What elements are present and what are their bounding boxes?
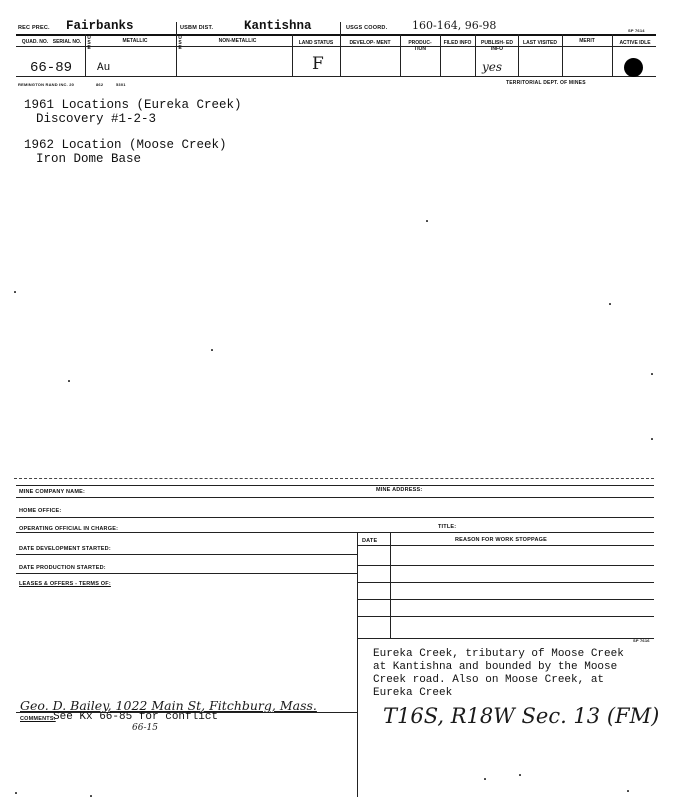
col-filed-info: FILED INFO — [443, 40, 472, 46]
stoppage-row-rule — [357, 638, 654, 639]
usbm-dist-value: Kantishna — [244, 19, 312, 33]
mine-company-name-label: MINE COMPANY NAME: — [19, 489, 86, 495]
col-divider — [340, 34, 341, 76]
rule-date-dev — [16, 554, 357, 555]
rec-prec-value: Fairbanks — [66, 19, 134, 33]
operating-official-label: OPERATING OFFICIAL IN CHARGE: — [19, 526, 119, 532]
comments-value: See Kx 66-85 for conflict — [53, 711, 219, 723]
location-line-discovery: Discovery #1-2-3 — [36, 112, 157, 126]
owner-handwritten: Geo. D. Bailey, 1022 Main St, Fitchburg, Mass. — [20, 698, 317, 713]
usgs-coord-value: 160-164, 96-98 — [412, 19, 497, 32]
speck — [627, 790, 629, 792]
active-status-dot — [624, 58, 643, 77]
col-serial-no: SERIAL NO. — [52, 39, 82, 45]
description-line-4: Eureka Creek — [373, 687, 453, 699]
header-divider — [176, 22, 177, 34]
speck — [519, 774, 521, 776]
printer-credit: REMINGTON RAND INC. 20 — [18, 82, 75, 87]
stoppage-reason-header: REASON FOR WORK STOPPAGE — [455, 537, 547, 543]
speck — [484, 778, 486, 780]
stoppage-row-rule — [357, 599, 654, 600]
stoppage-left-border — [357, 533, 358, 797]
print-code-2: 5301 — [116, 82, 126, 87]
record-metallic: Au — [97, 62, 111, 74]
col-production: PRODUC- TION — [408, 40, 432, 52]
col-divider — [292, 34, 293, 76]
speck — [90, 795, 92, 797]
form-number: SP 7614 — [628, 28, 645, 33]
rule-date-prod — [16, 573, 357, 574]
speck — [14, 291, 16, 293]
stoppage-row-rule — [357, 545, 654, 546]
speck — [68, 380, 70, 382]
description-line-3: Creek road. Also on Moose Creek, at — [373, 674, 605, 686]
rule-mine-company — [16, 485, 654, 486]
header-rule-top — [16, 34, 656, 36]
description-line-1: Eureka Creek, tributary of Moose Creek — [373, 648, 624, 660]
print-code-1: 862 — [96, 82, 104, 87]
speck — [651, 373, 653, 375]
usbm-dist-label: USBM DIST. — [180, 25, 214, 31]
col-divider — [612, 34, 613, 76]
location-line-iron-dome: Iron Dome Base — [36, 152, 142, 166]
home-office-label: HOME OFFICE: — [19, 508, 62, 514]
comments-handwritten: 66-15 — [132, 723, 158, 733]
speck — [15, 792, 17, 794]
col-use-2: U S E — [178, 35, 182, 51]
rec-prec-label: REC PREC. — [18, 25, 50, 31]
published-info-value: yes — [482, 60, 503, 74]
land-status-mark: F — [312, 54, 324, 74]
mine-address-label: MINE ADDRESS: — [376, 487, 423, 493]
col-divider — [562, 34, 563, 76]
record-quad-serial: 66-89 — [30, 60, 73, 76]
section-rule — [14, 478, 654, 479]
form-number-2: SP 7616 — [633, 638, 650, 643]
col-last-visited: LAST VISITED — [523, 40, 557, 46]
speck — [211, 349, 213, 351]
col-active-idle: ACTIVE IDLE — [619, 40, 651, 46]
col-merit: MERIT — [579, 38, 595, 44]
stoppage-date-header: DATE — [362, 538, 378, 544]
stoppage-row-rule — [357, 616, 654, 617]
stoppage-row-rule — [357, 565, 654, 566]
col-published-info: PUBLISH- ED INFO — [481, 40, 513, 52]
speck — [651, 438, 653, 440]
col-use-1: U S E — [87, 35, 91, 51]
stoppage-row-rule — [357, 582, 654, 583]
title-label: TITLE: — [438, 524, 457, 530]
col-non-metallic: NON-METALLIC — [218, 38, 257, 44]
header-rule-mid — [16, 46, 656, 47]
speck — [426, 220, 428, 222]
col-development: DEVELOP- MENT — [349, 40, 391, 46]
date-dev-started-label: DATE DEVELOPMENT STARTED: — [19, 546, 111, 552]
date-prod-started-label: DATE PRODUCTION STARTED: — [19, 565, 106, 571]
comments-label: COMMENTS: — [20, 716, 56, 722]
col-metallic: METALLIC — [122, 38, 148, 44]
legal-location-handwritten: T16S, R18W Sec. 13 (FM) — [383, 704, 660, 728]
stoppage-date-divider — [390, 533, 391, 638]
col-quad-no: QUAD. NO. — [21, 39, 49, 45]
speck — [609, 303, 611, 305]
territorial-dept: TERRITORIAL DEPT. OF MINES — [506, 80, 586, 86]
leases-offers-label: LEASES & OFFERS - TERMS OF: — [19, 581, 111, 587]
description-line-2: at Kantishna and bounded by the Moose — [373, 661, 618, 673]
header-rule-bottom — [16, 76, 656, 77]
header-divider — [340, 22, 341, 34]
rule-operating — [16, 517, 654, 518]
col-divider — [440, 34, 441, 76]
location-line-1961: 1961 Locations (Eureka Creek) — [24, 98, 242, 112]
rule-title — [16, 532, 654, 533]
col-divider — [475, 34, 476, 76]
col-land-status: LAND STATUS — [298, 40, 334, 46]
usgs-coord-label: USGS COORD. — [346, 25, 388, 31]
col-divider — [518, 34, 519, 76]
location-line-1962: 1962 Location (Moose Creek) — [24, 138, 227, 152]
col-divider — [400, 34, 401, 76]
rule-home-office — [16, 497, 654, 498]
